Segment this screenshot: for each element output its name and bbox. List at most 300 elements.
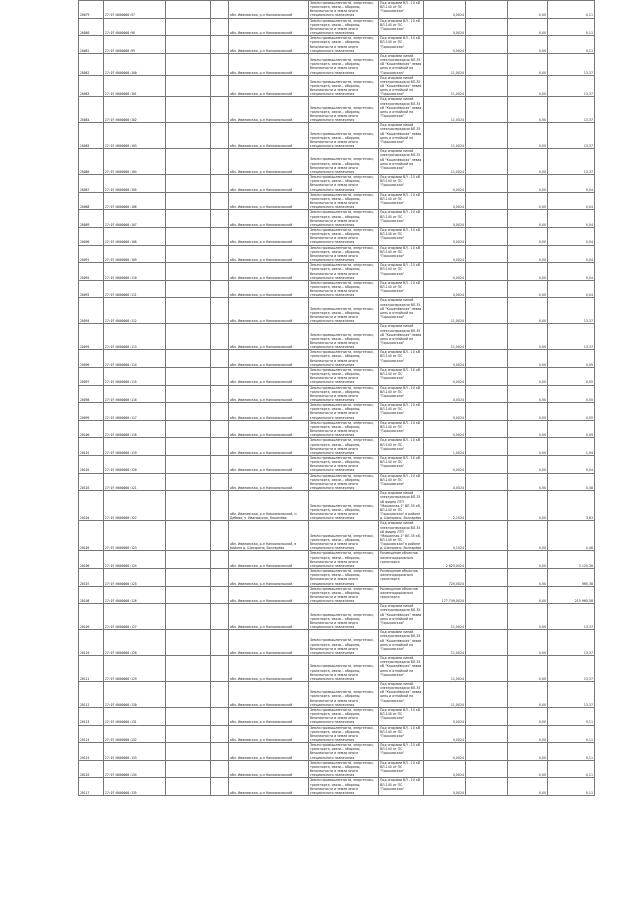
table-row bbox=[79, 18, 595, 36]
address-cell: обл. Ивановская, р-н Комсомольский bbox=[229, 707, 309, 725]
spacer-cell bbox=[466, 149, 508, 175]
total-cell: 13,37 bbox=[548, 682, 595, 708]
address-cell: обл. Ивановская, р-н Комсомольский bbox=[229, 75, 309, 97]
total-cell: 0,11 bbox=[548, 707, 595, 725]
area-cell: 0,0024 bbox=[424, 743, 466, 761]
total-cell: 0,05 bbox=[548, 420, 595, 438]
cadastral-number: 27:07:0000000:109 bbox=[104, 245, 166, 263]
value-cell: 0,00 bbox=[508, 682, 548, 708]
spacer-cell bbox=[166, 420, 211, 438]
category-cell: Земли промышленности, энергетики, транспорта, связи... обороны, безопасности и земли иного специального назначения bbox=[309, 192, 379, 210]
cadastral-number: 27:07:0000000:110 bbox=[104, 263, 166, 281]
area-cell: 177 749,0024 bbox=[424, 586, 466, 604]
spacer-cell bbox=[466, 456, 508, 474]
category-cell: Земли промышленности, энергетики, транспорта, связи... обороны, безопасности и земли иного специального назначения bbox=[309, 569, 379, 587]
area-cell: 0,0024 bbox=[424, 36, 466, 54]
address-cell: обл. Ивановская, р-н Комсомольский bbox=[229, 473, 309, 491]
spacer-cell bbox=[466, 280, 508, 298]
area-cell: 11,0024 bbox=[424, 53, 466, 75]
table-row bbox=[79, 53, 595, 75]
spacer-cell bbox=[166, 385, 211, 403]
total-cell: 1,94 bbox=[548, 438, 595, 456]
row-number: 20097 bbox=[79, 367, 104, 385]
cadastral-number: 27:07:0000000:105 bbox=[104, 175, 166, 193]
row-number: 20089 bbox=[79, 210, 104, 228]
spacer-cell bbox=[211, 551, 229, 569]
spacer-cell bbox=[211, 18, 229, 36]
spacer-cell bbox=[211, 367, 229, 385]
usage-cell: Под опорами ВЛ - 10 кВ ВЛ-140 от ПС "Горьковская" bbox=[379, 227, 424, 245]
address-cell: обл. Ивановская, р-н Комсомольский bbox=[229, 403, 309, 421]
value-cell: 0,00 bbox=[508, 760, 548, 778]
cadastral-number: 27:07:0000000:129 bbox=[104, 656, 166, 682]
row-number: 20100 bbox=[79, 420, 104, 438]
address-cell: обл. Ивановская, р-н Комсомольский bbox=[229, 778, 309, 796]
usage-cell: Под опорами ВЛ - 10 кВ ВЛ-140 от ПС "Горьковская" bbox=[379, 725, 424, 743]
spacer-cell bbox=[211, 227, 229, 245]
spacer-cell bbox=[166, 53, 211, 75]
address-cell: обл. Ивановская, р-н Комсомольский, п. Дебово, у. Ивановская, Кошелёво bbox=[229, 491, 309, 521]
spacer-cell bbox=[211, 420, 229, 438]
category-cell: Земли промышленности, энергетики, транспорта, связи... обороны, безопасности и земли иного специального назначения bbox=[309, 123, 379, 149]
value-cell: 0,00 bbox=[508, 298, 548, 324]
total-cell: 0,04 bbox=[548, 245, 595, 263]
area-cell: 2,1524 bbox=[424, 491, 466, 521]
spacer-cell bbox=[211, 707, 229, 725]
usage-cell: Под опорами ВЛ - 10 кВ ВЛ-140 от ПС "Горьковская" bbox=[379, 192, 424, 210]
cadastral-number: 27:07:0000000:112 bbox=[104, 298, 166, 324]
row-number: 20080 bbox=[79, 18, 104, 36]
spacer-cell bbox=[466, 245, 508, 263]
spacer-cell bbox=[211, 280, 229, 298]
area-cell: 11,0024 bbox=[424, 656, 466, 682]
spacer-cell bbox=[211, 438, 229, 456]
cadastral-number: 27:07:0000000:101 bbox=[104, 75, 166, 97]
usage-cell: Под опорами ВЛ - 10 кВ ВЛ-140 от ПС "Горьковская" bbox=[379, 473, 424, 491]
total-cell: 0,04 bbox=[548, 280, 595, 298]
total-cell: 0,04 bbox=[548, 227, 595, 245]
area-cell: 0,0024 bbox=[424, 707, 466, 725]
value-cell: 0,00 bbox=[508, 456, 548, 474]
area-cell: 0,1024 bbox=[424, 521, 466, 551]
table-row bbox=[79, 367, 595, 385]
category-cell: Земли промышленности, энергетики, транспорта, связи... обороны, безопасности и земли иного специального назначения bbox=[309, 175, 379, 193]
row-number: 20107 bbox=[79, 569, 104, 587]
usage-cell: Под опорами линий электропередачи ВЛ-35 кВ "Кошелёвская" левая цепь и отпайкой на "Горьковская" bbox=[379, 656, 424, 682]
value-cell: 0,00 bbox=[508, 97, 548, 123]
category-cell: Земли промышленности, энергетики, транспорта, связи... обороны, безопасности и земли иного специального назначения bbox=[309, 656, 379, 682]
category-cell: Земли промышленности, энергетики, транспорта, связи... обороны, безопасности и земли иного специального назначения bbox=[309, 75, 379, 97]
spacer-cell bbox=[211, 324, 229, 350]
total-cell: 13,37 bbox=[548, 75, 595, 97]
spacer-cell bbox=[211, 263, 229, 281]
usage-cell: Под опорами линий электропередачи ВЛ-35 кВ "Кошелёвская" левая цепь и отпайкой на "Горьковская" bbox=[379, 324, 424, 350]
address-cell: обл. Ивановская, р-н Комсомольский bbox=[229, 656, 309, 682]
spacer-cell bbox=[211, 630, 229, 656]
total-cell: 0,11 bbox=[548, 725, 595, 743]
total-cell: 3 125,38 bbox=[548, 551, 595, 569]
row-number: 20085 bbox=[79, 123, 104, 149]
spacer-cell bbox=[166, 491, 211, 521]
total-cell: 13,37 bbox=[548, 656, 595, 682]
usage-cell: Под опорами ВЛ - 10 кВ ВЛ-140 от ПС "Горьковская" bbox=[379, 367, 424, 385]
value-cell: 0,00 bbox=[508, 245, 548, 263]
table-row bbox=[79, 175, 595, 193]
total-cell: 13,37 bbox=[548, 604, 595, 630]
row-number: 20086 bbox=[79, 149, 104, 175]
total-cell: 0,05 bbox=[548, 385, 595, 403]
cadastral-number: 27:07:0000000:119 bbox=[104, 438, 166, 456]
table-row bbox=[79, 123, 595, 149]
spacer-cell bbox=[211, 456, 229, 474]
table-row bbox=[79, 75, 595, 97]
area-cell: 0,0024 bbox=[424, 227, 466, 245]
spacer-cell bbox=[211, 245, 229, 263]
row-number: 20095 bbox=[79, 324, 104, 350]
row-number: 20105 bbox=[79, 521, 104, 551]
value-cell: 0,00 bbox=[508, 656, 548, 682]
address-cell: обл. Ивановская, р-н Комсомольский bbox=[229, 350, 309, 368]
table-row bbox=[79, 656, 595, 682]
address-cell: обл. Ивановская, р-н Комсомольский bbox=[229, 53, 309, 75]
total-cell: 0,11 bbox=[548, 18, 595, 36]
table-row bbox=[79, 263, 595, 281]
row-number: 20114 bbox=[79, 725, 104, 743]
spacer-cell bbox=[466, 123, 508, 149]
total-cell: 0,11 bbox=[548, 1, 595, 19]
spacer-cell bbox=[166, 760, 211, 778]
spacer-cell bbox=[211, 682, 229, 708]
cadastral-number: 27:07:0000000:104 bbox=[104, 149, 166, 175]
usage-cell: Под опорами ВЛ - 10 кВ ВЛ-140 от ПС "Горьковская" bbox=[379, 438, 424, 456]
spacer-cell bbox=[211, 298, 229, 324]
category-cell: Земли промышленности, энергетики, транспорта, связи... обороны, безопасности и земли иного специального назначения bbox=[309, 586, 379, 604]
usage-cell: Под опорами ВЛ - 10 кВ ВЛ-140 от ПС "Горьковская" bbox=[379, 743, 424, 761]
table-row bbox=[79, 456, 595, 474]
address-cell: обл. Ивановская, р-н Комсомольский bbox=[229, 630, 309, 656]
spacer-cell bbox=[166, 586, 211, 604]
total-cell: 0,04 bbox=[548, 192, 595, 210]
table-row bbox=[79, 630, 595, 656]
spacer-cell bbox=[466, 350, 508, 368]
category-cell: Земли промышленности, энергетики, транспорта, связи... обороны, безопасности и земли иного специального назначения bbox=[309, 403, 379, 421]
table-row bbox=[79, 438, 595, 456]
spacer-cell bbox=[166, 36, 211, 54]
category-cell: Земли промышленности, энергетики, транспорта, связи... обороны, безопасности и земли иного специального назначения bbox=[309, 456, 379, 474]
address-cell: обл. Ивановская, р-н Комсомольский bbox=[229, 227, 309, 245]
usage-cell: Под опорами ВЛ - 10 кВ ВЛ-140 от ПС "Горьковская" bbox=[379, 456, 424, 474]
spacer-cell bbox=[466, 586, 508, 604]
area-cell: 11,0024 bbox=[424, 324, 466, 350]
area-cell: 0,0024 bbox=[424, 350, 466, 368]
spacer-cell bbox=[466, 298, 508, 324]
table-row bbox=[79, 743, 595, 761]
value-cell: 0,00 bbox=[508, 743, 548, 761]
address-cell: обл. Ивановская, р-н Комсомольский bbox=[229, 725, 309, 743]
cadastral-number: 27:07:0000000:103 bbox=[104, 123, 166, 149]
value-cell: 0,00 bbox=[508, 551, 548, 569]
total-cell: 965,38 bbox=[548, 569, 595, 587]
value-cell: 0,00 bbox=[508, 149, 548, 175]
row-number: 20093 bbox=[79, 280, 104, 298]
area-cell: 0,0024 bbox=[424, 725, 466, 743]
value-cell: 0,00 bbox=[508, 385, 548, 403]
spacer-cell bbox=[466, 36, 508, 54]
spacer-cell bbox=[166, 707, 211, 725]
usage-cell: Под опорами линий электропередачи ВЛ-35 кВ "Кошелёвская" левая цепь и отпайкой на "Горьковская" bbox=[379, 604, 424, 630]
row-number: 20091 bbox=[79, 245, 104, 263]
cadastral-number: 27:07:0000000:102 bbox=[104, 97, 166, 123]
usage-cell: Под опорами ВЛ - 10 кВ ВЛ-140 от ПС "Горьковская" bbox=[379, 760, 424, 778]
address-cell: обл. Ивановская, р-н Комсомольский bbox=[229, 604, 309, 630]
area-cell: 11,0024 bbox=[424, 682, 466, 708]
table-row bbox=[79, 385, 595, 403]
row-number: 20112 bbox=[79, 682, 104, 708]
cadastral-number: 27:07:0000000:99 bbox=[104, 36, 166, 54]
cadastral-number: 27:07:0000000:111 bbox=[104, 280, 166, 298]
spacer-cell bbox=[211, 75, 229, 97]
usage-cell: Под опорами ВЛ - 10 кВ ВЛ-140 от ПС "Горьковская" bbox=[379, 350, 424, 368]
total-cell: 0,04 bbox=[548, 456, 595, 474]
spacer-cell bbox=[211, 760, 229, 778]
spacer-cell bbox=[166, 656, 211, 682]
value-cell: 0,00 bbox=[508, 725, 548, 743]
spacer-cell bbox=[166, 473, 211, 491]
row-number: 20088 bbox=[79, 192, 104, 210]
spacer-cell bbox=[211, 491, 229, 521]
cadastral-number: 27:07:0000000:125 bbox=[104, 569, 166, 587]
address-cell: обл. Ивановская, р-н Комсомольский bbox=[229, 682, 309, 708]
cadastral-number: 27:07:0000000:107 bbox=[104, 210, 166, 228]
spacer-cell bbox=[211, 210, 229, 228]
value-cell: 0,00 bbox=[508, 630, 548, 656]
table-row bbox=[79, 473, 595, 491]
address-cell: обл. Ивановская, р-н Комсомольский bbox=[229, 36, 309, 54]
usage-cell: Под опорами ВЛ - 10 кВ ВЛ-140 от ПС "Горьковская" bbox=[379, 210, 424, 228]
row-number: 20106 bbox=[79, 551, 104, 569]
address-cell: обл. Ивановская, р-н Комсомольский bbox=[229, 245, 309, 263]
address-cell: обл. Ивановская, р-н Комсомольский bbox=[229, 456, 309, 474]
spacer-cell bbox=[166, 630, 211, 656]
spacer-cell bbox=[466, 438, 508, 456]
spacer-cell bbox=[166, 227, 211, 245]
spacer-cell bbox=[466, 227, 508, 245]
category-cell: Земли промышленности, энергетики, транспорта, связи... обороны, безопасности и земли иного специального назначения bbox=[309, 491, 379, 521]
usage-cell: Под опорами ВЛ - 10 кВ ВЛ-140 от ПС "Горьковская" bbox=[379, 36, 424, 54]
value-cell: 0,00 bbox=[508, 324, 548, 350]
category-cell: Земли промышленности, энергетики, транспорта, связи... обороны, безопасности и земли иного специального назначения bbox=[309, 1, 379, 19]
area-cell: 11,0024 bbox=[424, 630, 466, 656]
total-cell: 0,04 bbox=[548, 210, 595, 228]
spacer-cell bbox=[211, 725, 229, 743]
table-row bbox=[79, 707, 595, 725]
area-cell: 0,0024 bbox=[424, 245, 466, 263]
total-cell: 0,11 bbox=[548, 760, 595, 778]
spacer-cell bbox=[466, 385, 508, 403]
spacer-cell bbox=[166, 298, 211, 324]
cadastral-number: 27:07:0000000:128 bbox=[104, 630, 166, 656]
category-cell: Земли промышленности, энергетики, транспорта, связи... обороны, безопасности и земли иного специального назначения bbox=[309, 245, 379, 263]
address-cell: обл. Ивановская, р-н Комсомольский bbox=[229, 298, 309, 324]
row-number: 20090 bbox=[79, 227, 104, 245]
value-cell: 0,00 bbox=[508, 263, 548, 281]
spacer-cell bbox=[211, 36, 229, 54]
value-cell: 0,00 bbox=[508, 75, 548, 97]
area-cell: 0,0024 bbox=[424, 18, 466, 36]
spacer-cell bbox=[166, 456, 211, 474]
spacer-cell bbox=[466, 18, 508, 36]
spacer-cell bbox=[466, 551, 508, 569]
register-body bbox=[79, 1, 595, 796]
spacer-cell bbox=[211, 743, 229, 761]
spacer-cell bbox=[166, 324, 211, 350]
spacer-cell bbox=[466, 521, 508, 551]
total-cell: 13,37 bbox=[548, 630, 595, 656]
table-row bbox=[79, 420, 595, 438]
value-cell: 0,00 bbox=[508, 53, 548, 75]
total-cell: 215 965,58 bbox=[548, 586, 595, 604]
address-cell: обл. Ивановская, р-н Комсомольский bbox=[229, 97, 309, 123]
address-cell: обл. Ивановская, р-н Комсомольский bbox=[229, 263, 309, 281]
value-cell: 0,00 bbox=[508, 604, 548, 630]
address-cell: обл. Ивановская, р-н Комсомольский bbox=[229, 18, 309, 36]
row-number: 20082 bbox=[79, 53, 104, 75]
total-cell: 0,48 bbox=[548, 521, 595, 551]
area-cell: 0,0024 bbox=[424, 778, 466, 796]
total-cell: 0,05 bbox=[548, 403, 595, 421]
row-number: 20117 bbox=[79, 778, 104, 796]
category-cell: Земли промышленности, энергетики, транспорта, связи... обороны, безопасности и земли иного специального назначения bbox=[309, 97, 379, 123]
row-number: 20109 bbox=[79, 604, 104, 630]
spacer-cell bbox=[466, 367, 508, 385]
cadastral-number: 27:07:0000000:134 bbox=[104, 760, 166, 778]
cadastral-number: 27:07:0000000:114 bbox=[104, 350, 166, 368]
table-row bbox=[79, 569, 595, 587]
address-cell: обл. Ивановская, р-н Комсомольский bbox=[229, 324, 309, 350]
spacer-cell bbox=[466, 75, 508, 97]
spacer-cell bbox=[466, 656, 508, 682]
address-cell: обл. Ивановская, р-н Комсомольский bbox=[229, 420, 309, 438]
spacer-cell bbox=[166, 743, 211, 761]
spacer-cell bbox=[166, 604, 211, 630]
table-row bbox=[79, 725, 595, 743]
cadastral-number: 27:07:0000000:106 bbox=[104, 192, 166, 210]
value-cell: 0,00 bbox=[508, 367, 548, 385]
cadastral-number: 27:07:0000000:117 bbox=[104, 403, 166, 421]
spacer-cell bbox=[166, 97, 211, 123]
table-row bbox=[79, 403, 595, 421]
row-number: 20083 bbox=[79, 75, 104, 97]
category-cell: Земли промышленности, энергетики, транспорта, связи... обороны, безопасности и земли иного специального назначения bbox=[309, 604, 379, 630]
area-cell: 0,0024 bbox=[424, 175, 466, 193]
row-number: 20092 bbox=[79, 263, 104, 281]
total-cell: 3,63 bbox=[548, 491, 595, 521]
value-cell: 0,00 bbox=[508, 18, 548, 36]
table-row bbox=[79, 227, 595, 245]
usage-cell: Под опорами ВЛ - 10 кВ ВЛ-140 от ПС "Горьковская" bbox=[379, 403, 424, 421]
category-cell: Земли промышленности, энергетики, транспорта, связи... обороны, безопасности и земли иного специального назначения bbox=[309, 36, 379, 54]
value-cell: 0,00 bbox=[508, 227, 548, 245]
area-cell: 0,0024 bbox=[424, 473, 466, 491]
address-cell: обл. Ивановская, р-н Комсомольский bbox=[229, 280, 309, 298]
category-cell: Земли промышленности, энергетики, транспорта, связи... обороны, безопасности и земли иного специального назначения bbox=[309, 743, 379, 761]
spacer-cell bbox=[466, 175, 508, 193]
total-cell: 0,04 bbox=[548, 263, 595, 281]
address-cell: обл. Ивановская, р-н Комсомольский bbox=[229, 586, 309, 604]
area-cell: 0,0024 bbox=[424, 192, 466, 210]
total-cell: 13,37 bbox=[548, 97, 595, 123]
value-cell: 0,00 bbox=[508, 491, 548, 521]
usage-cell: Под опорами ВЛ - 10 кВ ВЛ-140 от ПС "Горьковская" bbox=[379, 420, 424, 438]
spacer-cell bbox=[466, 707, 508, 725]
table-row bbox=[79, 1, 595, 19]
category-cell: Земли промышленности, энергетики, транспорта, связи... обороны, безопасности и земли иного специального назначения bbox=[309, 263, 379, 281]
address-cell: обл. Ивановская, р-н Комсомольский bbox=[229, 569, 309, 587]
table-row bbox=[79, 521, 595, 551]
address-cell: обл. Ивановская, р-н Комсомольский bbox=[229, 760, 309, 778]
row-number: 20103 bbox=[79, 473, 104, 491]
value-cell: 0,00 bbox=[508, 569, 548, 587]
row-number: 20096 bbox=[79, 350, 104, 368]
value-cell: 0,00 bbox=[508, 350, 548, 368]
table-row bbox=[79, 192, 595, 210]
total-cell: 0,05 bbox=[548, 350, 595, 368]
usage-cell: Под опорами ВЛ - 10 кВ ВЛ-140 от ПС "Горьковская" bbox=[379, 385, 424, 403]
table-row bbox=[79, 149, 595, 175]
value-cell: 0,00 bbox=[508, 521, 548, 551]
spacer-cell bbox=[166, 280, 211, 298]
row-number: 20081 bbox=[79, 36, 104, 54]
usage-cell: Под опорами линий электропередачи ВЛ-35 кВ "Кошелёвская" левая цепь и отпайкой на "Горьковская" bbox=[379, 682, 424, 708]
usage-cell: Под опорами линий электропередачи ВЛ-35 кВ "Кошелёвская" левая цепь и отпайкой на "Горьковская" bbox=[379, 123, 424, 149]
spacer-cell bbox=[466, 473, 508, 491]
value-cell: 0,00 bbox=[508, 586, 548, 604]
spacer-cell bbox=[166, 175, 211, 193]
spacer-cell bbox=[466, 403, 508, 421]
table-row bbox=[79, 298, 595, 324]
category-cell: Земли промышленности, энергетики, транспорта, связи... обороны, безопасности и земли иного специального назначения bbox=[309, 778, 379, 796]
spacer-cell bbox=[211, 385, 229, 403]
category-cell: Земли промышленности, энергетики, транспорта, связи... обороны, безопасности и земли иного специального назначения bbox=[309, 473, 379, 491]
area-cell: 11,0024 bbox=[424, 75, 466, 97]
usage-cell: Под опорами линий электропередачи ВЛ-35 кВ "Кошелёвская" левая цепь и отпайкой на "Горьковская" bbox=[379, 149, 424, 175]
area-cell: 11,0024 bbox=[424, 149, 466, 175]
value-cell: 0,00 bbox=[508, 123, 548, 149]
total-cell: 13,37 bbox=[548, 53, 595, 75]
usage-cell: Размещение объектов железнодорожного транспорта bbox=[379, 586, 424, 604]
usage-cell: Под опорами линий электропередачи ВЛ-35 кВ фидер ЛТП "Машинная-1" ВЛ-35 кВ, ВЛ-140 от ПС "Горьковская" в районе д. Шигорино, Волгарёво bbox=[379, 521, 424, 551]
value-cell: 0,00 bbox=[508, 36, 548, 54]
cadastral-number: 27:07:0000000:113 bbox=[104, 324, 166, 350]
spacer-cell bbox=[166, 18, 211, 36]
usage-cell: Под опорами ВЛ - 10 кВ ВЛ-140 от ПС "Горьковская" bbox=[379, 18, 424, 36]
cadastral-number: 27:07:0000000:132 bbox=[104, 725, 166, 743]
area-cell: 0,0024 bbox=[424, 280, 466, 298]
row-number: 20101 bbox=[79, 438, 104, 456]
spacer-cell bbox=[211, 521, 229, 551]
category-cell: Земли промышленности, энергетики, транспорта, связи... обороны, безопасности и земли иного специального назначения bbox=[309, 298, 379, 324]
table-row bbox=[79, 604, 595, 630]
area-cell: 2 625,0024 bbox=[424, 551, 466, 569]
address-cell: обл. Ивановская, р-н Комсомольский bbox=[229, 367, 309, 385]
category-cell: Земли промышленности, энергетики, транспорта, связи... обороны, безопасности и земли иного специального назначения bbox=[309, 149, 379, 175]
address-cell: обл. Ивановская, р-н Комсомольский, в районе д. Шигорино, Волгарёво bbox=[229, 521, 309, 551]
spacer-cell bbox=[211, 403, 229, 421]
total-cell: 13,37 bbox=[548, 149, 595, 175]
usage-cell: Под опорами линий электропередачи ВЛ-35 кВ "Кошелёвская" левая цепь и отпайкой на "Горьковская" bbox=[379, 298, 424, 324]
spacer-cell bbox=[466, 420, 508, 438]
area-cell: 720,0024 bbox=[424, 569, 466, 587]
